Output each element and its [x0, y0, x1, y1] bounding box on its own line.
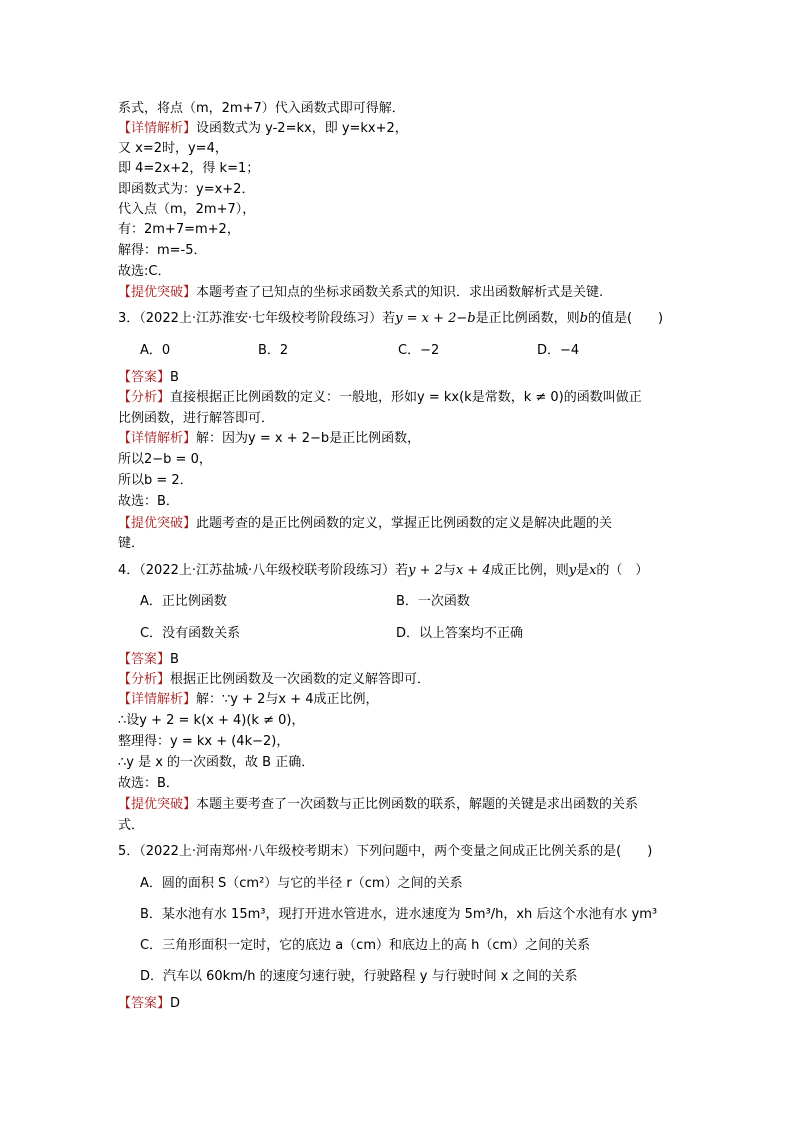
q4-analysis: 【分析】根据正比例函数及一次函数的定义解答即可． — [118, 672, 431, 687]
q2-detail-line: 解得：m=-5． — [118, 243, 207, 258]
q3-option-b: B．2 — [258, 343, 289, 358]
q5-option-a: A．圆的面积 S（cm²）与它的半径 r（cm）之间的关系 — [140, 876, 463, 891]
q4-tip: 式． — [118, 818, 145, 833]
q3-option-c: C．−2 — [398, 343, 440, 358]
q3-detail: 所以b = 2． — [118, 473, 193, 488]
q3-tip: 【提优突破】此题考查的是正比例函数的定义，掌握正比例函数的定义是解决此题的关 — [118, 516, 613, 531]
q2-detail-line: 即函数式为：y=x+2． — [118, 182, 255, 197]
q5-option-c: C．三角形面积一定时，它的底边 a（cm）和底边上的高 h（cm）之间的关系 — [140, 938, 591, 953]
q4-detail: ∴y 是 x 的一次函数，故 B 正确． — [118, 755, 315, 770]
q2-detail-line: 有：2m+7=m+2， — [118, 222, 240, 237]
q4-option-c: C．没有函数关系 — [140, 626, 241, 641]
q2-tip-line: 【提优突破】本题考查了已知点的坐标求函数关系式的知识．求出函数解析式是关键. — [118, 285, 604, 300]
q4-answer: 【答案】B — [118, 652, 179, 667]
q3-stem: 3．（2022上·江苏淮安·七年级校考阶段练习）若y = x + 2−b是正比例函数，则b的值是( ) — [118, 311, 664, 326]
detail-tag: 【详情解析】 — [118, 121, 197, 136]
q4-choice: 故选：B． — [118, 776, 179, 791]
q4-detail: 整理得：y = kx + (4k−2)， — [118, 734, 290, 749]
tip-tag: 【提优突破】 — [118, 285, 197, 300]
q2-detail-line: 代入点（m，2m+7）， — [118, 202, 256, 217]
q3-tip: 键． — [118, 536, 145, 551]
q3-analysis: 比例函数，进行解答即可． — [118, 411, 275, 426]
q3-detail: 所以2−b = 0， — [118, 452, 212, 467]
q5-stem: 5．（2022上·河南郑州·八年级校考期末）下列问题中，两个变量之间成正比例关系的是( ) — [118, 844, 653, 859]
q3-option-a: A．0 — [140, 343, 171, 358]
q3-analysis: 【分析】直接根据正比例函数的定义：一般地，形如y = kx(k是常数，k ≠ 0)的函数叫做正 — [118, 390, 642, 405]
q3-choice: 故选：B． — [118, 494, 179, 509]
q4-detail: 【详情解析】解：∵y + 2与x + 4成正比例， — [118, 692, 379, 707]
q2-detail-line: 【详情解析】设函数式为 y-2=kx，即 y=kx+2， — [118, 121, 408, 136]
q2-choice: 故选:C． — [118, 264, 171, 279]
q4-option-d: D．以上答案均不正确 — [396, 626, 524, 641]
q2-detail-line: 即 4=2x+2，得 k=1； — [118, 161, 260, 176]
q4-tip: 【提优突破】本题主要考查了一次函数与正比例函数的联系，解题的关键是求出函数的关系 — [118, 797, 639, 812]
q3-detail: 【详情解析】解：因为y = x + 2−b是正比例函数， — [118, 431, 421, 446]
q2-detail-line: 又 x=2时，y=4， — [118, 141, 228, 156]
q2-analysis-tail: 系式，将点（m，2m+7）代入函数式即可得解． — [118, 101, 405, 116]
q5-option-d: D．汽车以 60km/h 的速度匀速行驶，行驶路程 y 与行驶时间 x 之间的关系 — [140, 969, 578, 984]
q3-answer: 【答案】B — [118, 370, 179, 385]
q5-option-b: B．某水池有水 15m³，现打开进水管进水，进水速度为 5m³/h，xh 后这个水池有水 ym³ — [140, 907, 658, 922]
q4-option-a: A．正比例函数 — [140, 594, 227, 609]
q4-detail: ∴设y + 2 = k(x + 4)(k ≠ 0)， — [118, 713, 305, 728]
q3-option-d: D．−4 — [537, 343, 580, 358]
q4-option-b: B．一次函数 — [396, 594, 470, 609]
q5-answer: 【答案】D — [118, 996, 181, 1011]
q4-stem: 4．（2022上·江苏盐城·八年级校联考阶段练习）若y + 2与x + 4成正比例，则y是x的（ ） — [118, 563, 649, 578]
